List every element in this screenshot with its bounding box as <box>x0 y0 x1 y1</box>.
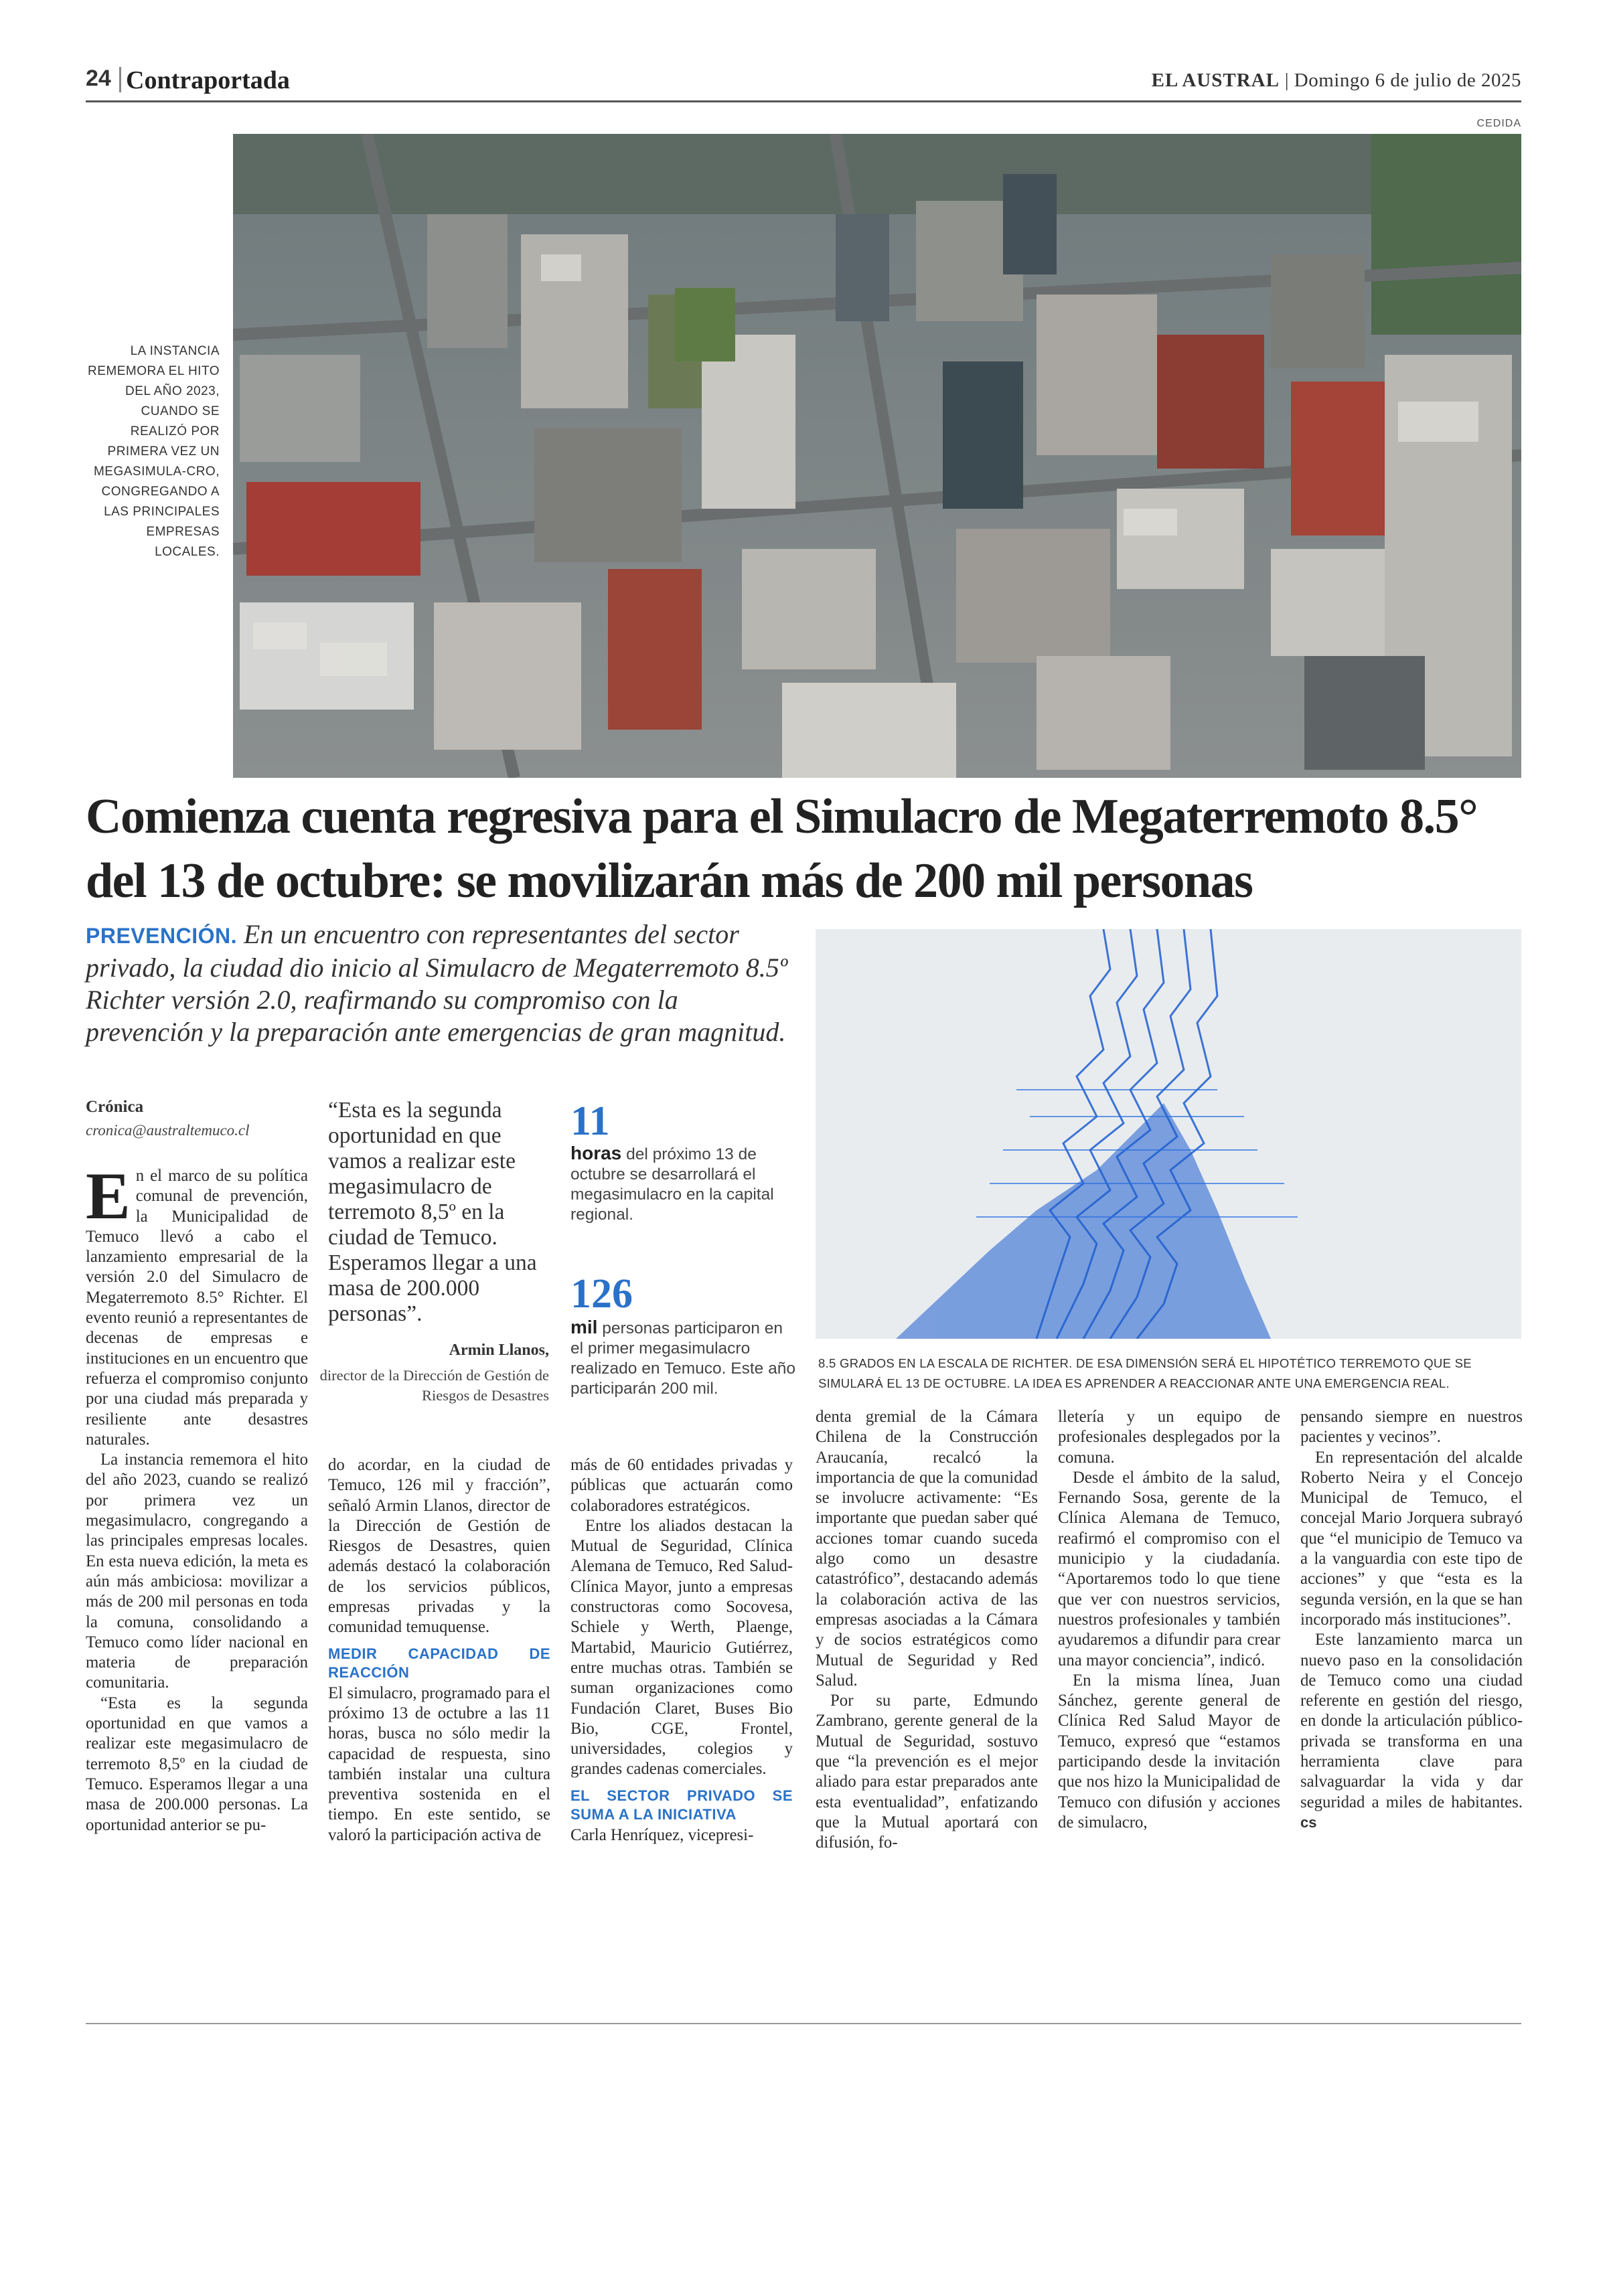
lede-text: En un encuentro con representantes del sector privado, la ciudad dio inicio al Simulacro de Megaterremoto 8.5º Richter versión 2.0, reafirmando su compromiso con la prevención y la preparación ante emergencias de gran magnitud. <box>86 919 788 1047</box>
stat-participants-text <box>570 1317 798 1399</box>
byline-author: Crónica <box>86 1098 144 1116</box>
body-column-2 <box>328 1455 550 1846</box>
seismograph-caption: 8.5 GRADOS EN LA ESCALA DE RICHTER. DE ESA DIMENSIÓN SERÁ EL HIPOTÉTICO TERREMOTO QUE SE SIMULARÁ EL 13 DE OCTUBRE. LA IDEA ES APRENDER A REACCIONAR ANTE UNA EMERGENCIA REAL. <box>818 1356 1472 1390</box>
pull-quote-role: director de la Dirección de Gestión de Riesgos de Desastres <box>319 1367 549 1404</box>
body-paragraph: Desde el ámbito de la salud, Fernando Sosa, gerente de la Clínica Alemana de Temuco, reafirmó el compromiso con el municipio y la ciudadanía. “Aportaremos todo lo que tiene que ver con nuestros servicios, nuestros profesionales y también ayudaremos a difundir para crear una mayor conciencia”, indicó. <box>1058 1468 1280 1669</box>
body-column-1 <box>86 1159 308 1835</box>
body-paragraph <box>1300 1630 1523 1833</box>
stat-participants-desc: personas participaron en el primer megasimulacro realizado en Temuco. Este año participarán 200 mil. <box>570 1319 795 1398</box>
pull-quote-name: Armin Llanos, <box>449 1341 549 1359</box>
newspaper-name: EL AUSTRAL <box>1151 70 1280 91</box>
body-paragraph: más de 60 entidades privadas y públicas que actuarán como colaboradores estratégicos. <box>570 1456 793 1515</box>
stat-hours-number: 11 <box>570 1098 610 1144</box>
body-paragraph: lletería y un equipo de profesionales desplegados por la comuna. <box>1058 1408 1280 1467</box>
body-paragraph: do acordar, en la ciudad de Temuco, 126 mil y fracción”, señaló Armin Llanos, director de la Dirección de Gestión de Riesgos de Desastres, quien además destacó la colaboración de los servicios públicos, empresas privadas y la comunidad temuquense. <box>328 1456 550 1637</box>
lede <box>86 918 795 1048</box>
section-title: Contraportada <box>126 66 290 94</box>
stat-participants-unit: mil <box>570 1317 598 1337</box>
body-text: n el marco de su política comunal de prevención, la Municipalidad de Temuco llevó a cabo el lanzamiento empresarial de la versión 2.0 del Simulacro de Megaterremoto 8.5° Richter. El evento reunió a representantes de decenas de empresas e instituciones en un encuentro que refuerza el compromiso conjunto por una ciudad más preparada y resiliente ante desastres naturales. <box>86 1167 308 1449</box>
body-paragraph: El simulacro, programado para el próximo 13 de octubre a las 11 horas, busca no sólo medir la capacidad de respuesta, sino también instalar una cultura preventiva sostenida en el tiempo. En este sentido, se valoró la participación activa de <box>328 1684 550 1844</box>
pull-quote: “Esta es la segunda oportunidad en que vamos a realizar este megasimulacro de terremoto 8,5º en la ciudad de Temuco. Esperamos llegar a una masa de 200.000 personas”. <box>328 1098 537 1326</box>
drop-cap: E <box>86 1159 131 1233</box>
body-paragraph: denta gremial de la Cámara Chilena de la Construcción Araucanía, recalcó la importancia de que la comunidad se involucre activamente: “Es importante que puedan saber qué acciones tomar cuando suceda algo como un desastre catastrófico”, destacando además la colaboración activa de las empresas asociadas a la Cámara y de socios estratégicos como Mutual de Seguridad y Red Salud. <box>816 1408 1038 1690</box>
body-column-5 <box>1058 1407 1280 1833</box>
headline: Comienza cuenta regresiva para el Simulacro de Megaterremoto 8.5° del 13 de octubre: se movilizarán más de 200 mil personas <box>86 789 1478 908</box>
stat-participants-number: 126 <box>570 1271 633 1317</box>
body-text: Este lanzamiento marca un nuevo paso en la consolidación de Temuco como una ciudad referente en gestión del riesgo, en donde la articulación público-privada se transforma en una herramienta clave para salvaguardar la vida y dar seguridad a miles de habitantes. <box>1300 1631 1523 1811</box>
subhead-reaction: MEDIR CAPACIDAD DE REACCIÓN <box>328 1645 550 1681</box>
body-paragraph: “Esta es la segunda oportunidad en que vamos a realizar este megasimulacro de terremoto 8,5º en la ciudad de Temuco. Esperamos llegar a una masa de 200.000 personas. La oportunidad anterior se pu- <box>86 1694 308 1834</box>
footer-rule <box>86 2023 1521 2024</box>
body-paragraph: Entre los aliados destacan la Mutual de Seguridad, Clínica Alemana de Temuco, Red Salud-Clínica Mayor, junto a empresas constructoras como Socovesa, Schiele y Werth, Plaenge, Martabid, Mauricio Gutiérrez, entre muchas otras. También se suman organizaciones como Fundación Claret, Buses Bio Bio, CGE, Frontel, universidades, colegios y grandes cadenas comerciales. <box>570 1516 793 1779</box>
stat-hours-desc: del próximo 13 de octubre se desarrollará el megasimulacro en la capital regional. <box>570 1145 774 1224</box>
body-paragraph: En representación del alcalde Roberto Neira y el Concejo Municipal de Temuco, el concejal Mario Jorquera subrayó que “el municipio de Temuco va a la vanguardia con este tipo de acciones” y que “esta es la segunda versión, en la que se han incorporado más instituciones”. <box>1300 1448 1523 1629</box>
body-column-3 <box>570 1455 793 1846</box>
photo-caption: LA INSTANCIA REMEMORA EL HITO DEL AÑO 2023, CUANDO SE REALIZÓ POR PRIMERA VEZ UN MEGASIMULA-CRO, CONGREGANDO A LAS PRINCIPALES EMPRESAS LOCALES. <box>88 344 220 559</box>
body-paragraph: En la misma línea, Juan Sánchez, gerente general de Clínica Red Salud Mayor de Temuco, expresó que “estamos participando desde la invitación que nos hizo la Municipalidad de Temuco con difusión y acciones de simulacro, <box>1058 1671 1280 1831</box>
body-paragraph: La instancia rememora el hito del año 2023, cuando se realizó por primera vez un megasimulacro, congregando a las principales empresas locales. En esta nueva edición, la meta es aún más ambiciosa: movilizar a más de 200 mil personas en toda la comuna, consolidando a Temuco como líder nacional en materia de preparación comunitaria. <box>86 1451 308 1692</box>
body-column-4 <box>816 1407 1038 1854</box>
seismograph-photo <box>816 929 1521 1339</box>
subhead-private-sector: EL SECTOR PRIVADO SE SUMA A LA INICIATIVA <box>570 1787 793 1823</box>
body-paragraph: Carla Henríquez, vicepresi- <box>570 1825 754 1844</box>
seismograph-illustration <box>816 929 1521 1339</box>
stat-hours-text <box>570 1143 798 1225</box>
body-paragraph <box>86 1159 308 1450</box>
newspaper-masthead: EL AUSTRAL | Domingo 6 de julio de 2025 <box>1151 70 1521 91</box>
body-paragraph: pensando siempre en nuestros pacientes y vecinos”. <box>1300 1408 1523 1447</box>
end-mark: cs <box>1300 1813 1317 1831</box>
aerial-city-photo <box>233 134 1521 778</box>
page-number: 24 <box>86 66 111 91</box>
lede-kicker: PREVENCIÓN. <box>86 924 237 948</box>
byline-email[interactable]: cronica@australtemuco.cl <box>86 1122 250 1139</box>
header-separator <box>119 67 121 92</box>
header-rule <box>86 100 1521 102</box>
aerial-city-illustration <box>233 134 1521 778</box>
photo-credit: CEDIDA <box>1476 118 1521 129</box>
body-paragraph: Por su parte, Edmundo Zambrano, gerente general de la Mutual de Seguridad, sostuvo que “la prevención es el mejor aliado para estar preparados ante esta eventualidad”, enfatizando que la Mutual aportará con difusión, fo- <box>816 1692 1038 1852</box>
issue-date: Domingo 6 de julio de 2025 <box>1294 70 1521 91</box>
stat-hours-unit: horas <box>570 1143 622 1163</box>
body-column-6 <box>1300 1407 1523 1833</box>
